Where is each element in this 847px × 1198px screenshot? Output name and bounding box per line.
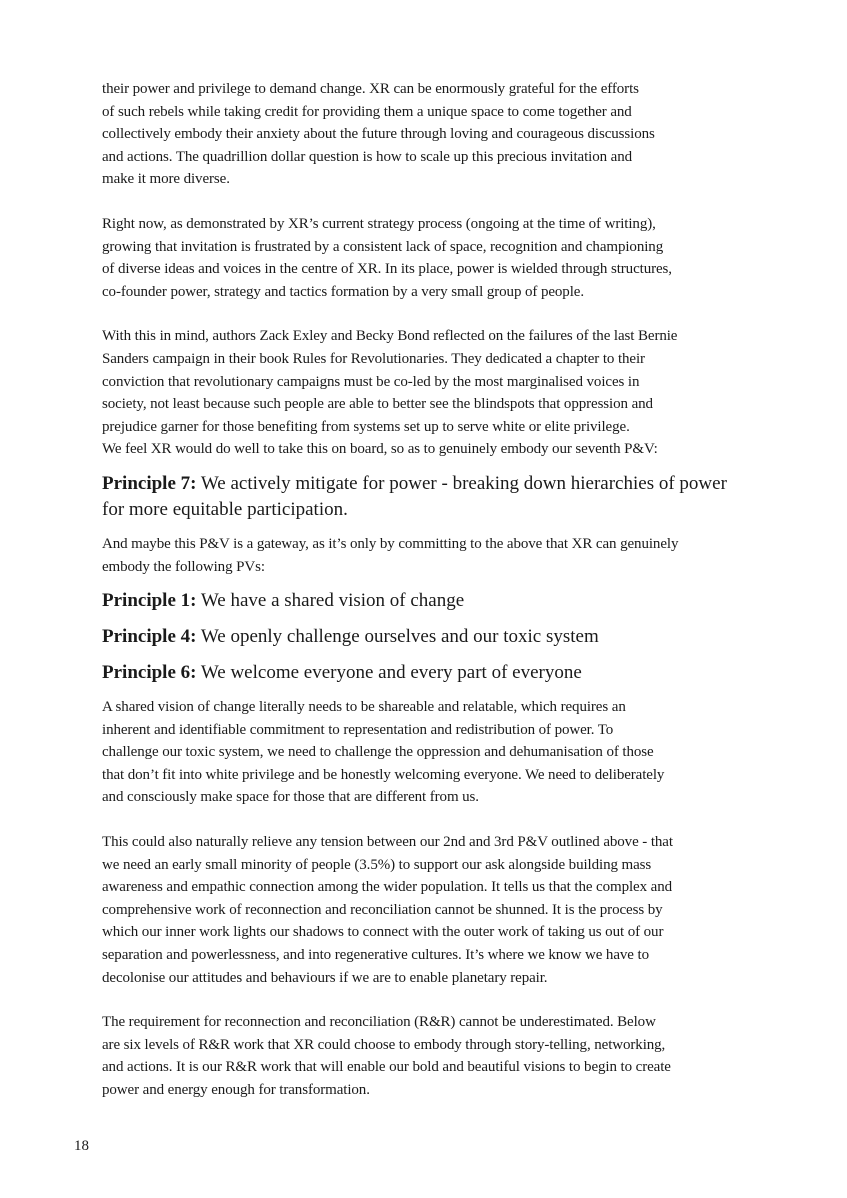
- principle-label: Principle 1:: [102, 590, 197, 612]
- paragraph-tension-relief: [102, 831, 752, 989]
- principle-label: Principle 6:: [102, 662, 197, 684]
- document-page: [102, 78, 752, 1102]
- text-line: which our inner work lights our shadows to connect with the outer work of taking us out of our: [102, 924, 664, 941]
- text-line: This could also naturally relieve any tension between our 2nd and 3rd P&V outlined above - that: [102, 834, 673, 851]
- text-line: power and energy enough for transformation.: [102, 1082, 370, 1098]
- text-line: co-founder power, strategy and tactics formation by a very small group of people.: [102, 283, 584, 300]
- principle-1-heading: [102, 588, 752, 614]
- text-line: collectively embody their anxiety about the future through loving and courageous discussions: [102, 126, 655, 143]
- text-line: society, not least because such people are able to better see the blindspots that oppression and: [102, 396, 653, 413]
- paragraph-gateway: [102, 533, 752, 578]
- text-line: With this in mind, authors Zack Exley and Becky Bond reflected on the failures of the last Bernie: [102, 328, 678, 345]
- principle-6-heading: [102, 660, 752, 686]
- principle-label: Principle 7:: [102, 472, 197, 494]
- text-line: A shared vision of change literally needs to be shareable and relatable, which requires an: [102, 699, 626, 716]
- text-line: we need an early small minority of people (3.5%) to support our ask alongside building mass: [102, 856, 652, 873]
- text-line: challenge our toxic system, we need to challenge the oppression and dehumanisation of those: [102, 744, 654, 761]
- text-line: We feel XR would do well to take this on board, so as to genuinely embody our seventh P&V:: [102, 441, 658, 458]
- principle-text: We have a shared vision of change: [196, 590, 465, 612]
- text-line: are six levels of R&R work that XR could choose to embody through story-telling, networking,: [102, 1036, 666, 1053]
- text-line: Right now, as demonstrated by XR’s current strategy process (ongoing at the time of writing),: [102, 215, 656, 232]
- principle-text-continued: for more equitable participation.: [102, 498, 348, 520]
- text-line: And maybe this P&V is a gateway, as it’s only by committing to the above that XR can genuinely: [102, 535, 679, 552]
- text-line: inherent and identifiable commitment to representation and redistribution of power. To: [102, 721, 614, 738]
- paragraph-reconnection-reconciliation: [102, 1011, 752, 1101]
- text-line: and consciously make space for those that are different from us.: [102, 789, 479, 806]
- text-line: decolonise our attitudes and behaviours if we are to enable planetary repair.: [102, 969, 548, 986]
- text-line: comprehensive work of reconnection and reconciliation cannot be shunned. It is the process by: [102, 901, 663, 918]
- text-line: make it more diverse.: [102, 171, 230, 188]
- paragraph-shared-vision: [102, 696, 752, 809]
- text-line: Sanders campaign in their book Rules for Revolutionaries. They dedicated a chapter to their: [102, 350, 645, 367]
- text-line: embody the following PVs:: [102, 558, 265, 575]
- principle-text: We welcome everyone and every part of everyone: [196, 662, 582, 684]
- text-line: awareness and empathic connection among the wider population. It tells us that the complex and: [102, 879, 673, 896]
- paragraph-rules-for-revolutionaries: [102, 325, 752, 461]
- principle-text: We actively mitigate for power - breaking down hierarchies of power: [196, 472, 727, 494]
- paragraph-rebels-privilege: [102, 78, 752, 191]
- text-line: The requirement for reconnection and reconciliation (R&R) cannot be underestimated. Below: [102, 1014, 656, 1031]
- text-line: prejudice garner for those benefiting from systems set up to serve white or elite privilege.: [102, 418, 630, 435]
- principle-text: We openly challenge ourselves and our toxic system: [196, 626, 599, 648]
- text-line: separation and powerlessness, and into regenerative cultures. It’s where we know we have to: [102, 947, 649, 964]
- principle-label: Principle 4:: [102, 626, 197, 648]
- text-line: growing that invitation is frustrated by a consistent lack of space, recognition and championing: [102, 238, 664, 255]
- text-line: conviction that revolutionary campaigns must be co-led by the most marginalised voices in: [102, 373, 640, 390]
- page-number: 18: [74, 1138, 89, 1154]
- principle-7-heading: [102, 471, 752, 523]
- text-line: and actions. The quadrillion dollar question is how to scale up this precious invitation and: [102, 148, 633, 165]
- principle-4-heading: [102, 624, 752, 650]
- text-line: of diverse ideas and voices in the centre of XR. In its place, power is wielded through structures,: [102, 261, 672, 278]
- text-line: that don’t fit into white privilege and be honestly welcoming everyone. We need to deliberately: [102, 766, 665, 783]
- text-line: and actions. It is our R&R work that will enable our bold and beautiful visions to begin to create: [102, 1059, 671, 1076]
- paragraph-strategy-process: [102, 213, 752, 303]
- text-line: their power and privilege to demand change. XR can be enormously grateful for the efforts: [102, 81, 639, 97]
- text-line: of such rebels while taking credit for providing them a unique space to come together and: [102, 103, 632, 120]
